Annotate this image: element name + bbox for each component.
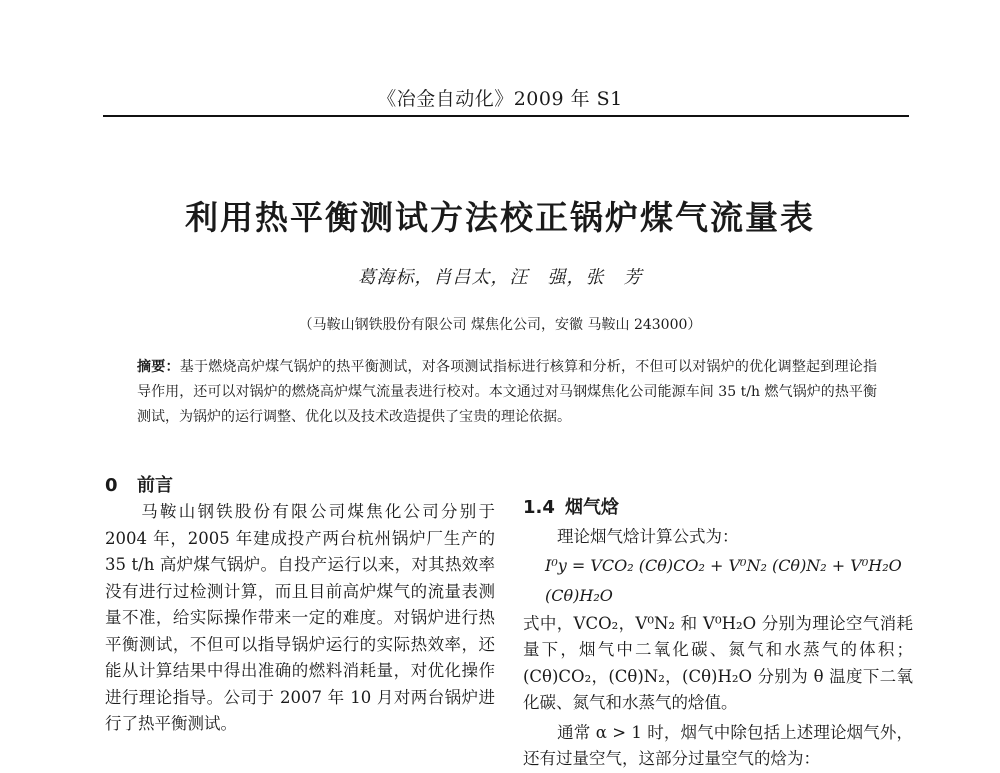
author-affiliation: （马鞍山钢铁股份有限公司 煤焦化公司，安徽 马鞍山 243000） <box>298 317 702 333</box>
section-1-4-intro <box>523 524 913 551</box>
left-column <box>105 474 495 738</box>
abstract <box>137 355 877 430</box>
journal-header: 《冶金自动化》2009 年 S1 <box>377 88 623 110</box>
abstract-label: 摘要： <box>137 359 180 375</box>
section-1-4-heading <box>523 496 913 520</box>
header-rule <box>103 115 909 117</box>
section-1-4-number: 1.4 <box>523 497 555 518</box>
paper-title: 利用热平衡测试方法校正锅炉煤气流量表 <box>185 198 815 237</box>
abstract-text: 基于燃烧高炉煤气锅炉的热平衡测试，对各项测试指标进行核算和分析，不但可以对锅炉的优化调整起到理论指导作用，还可以对锅炉的燃烧高炉煤气流量表进行校对。本文通过对马钢煤焦化公司能源车间 35 t/h 燃气锅炉的热平衡测试，为锅炉的运行调整、优化以及技术改造提供了宝贵的理论依据。 <box>137 359 878 425</box>
section-1-4-paragraph-2 <box>523 720 913 773</box>
section-0-heading <box>105 474 495 498</box>
formula-explanation: 式中，VCO₂，V⁰N₂ 和 V⁰H₂O 分别为理论空气消耗量下，烟气中二氧化碳、氮气和水蒸气的体积；(Cθ)CO₂，(Cθ)N₂，(Cθ)H₂O 分别为 θ 温度下二氧化碳、氮气和水蒸气的焓值。 <box>523 613 913 712</box>
paper-authors: 葛海标，肖吕太，汪 强，张 芳 <box>357 267 643 288</box>
flue-gas-enthalpy-formula: I⁰y = VCO₂ (Cθ)CO₂ + V⁰N₂ (Cθ)N₂ + V⁰H₂O (Cθ)H₂O <box>545 555 902 605</box>
section-1-4-title: 烟气焓 <box>565 497 619 518</box>
section-0-text: 马鞍山钢铁股份有限公司煤焦化公司分别于 2004 年，2005 年建成投产两台杭州锅炉厂生产的 35 t/h 高炉煤气锅炉。自投产运行以来，对其热效率没有进行过检测计算，而且目前高炉煤气的流量表测量不准，给实际操作带来一定的难度。对锅炉进行热平衡测试，不但可以指导锅炉运行的实际热效率，还能从计算结果中得出准确的燃料消耗量，对优化操作进行理论指导。公司于 2007 年 10 月对两台锅炉进行了热平衡测试。 <box>105 502 495 733</box>
section-0-title: 前言 <box>137 475 173 496</box>
right-column <box>523 496 913 773</box>
section-0-paragraph <box>105 499 495 738</box>
flue-gas-intro-text: 理论烟气焓计算公式为： <box>557 527 739 546</box>
section-0-number: 0 <box>105 475 118 496</box>
excess-air-text: 通常 α > 1 时，烟气中除包括上述理论烟气外，还有过量空气，这部分过量空气的焓为： <box>523 722 913 768</box>
